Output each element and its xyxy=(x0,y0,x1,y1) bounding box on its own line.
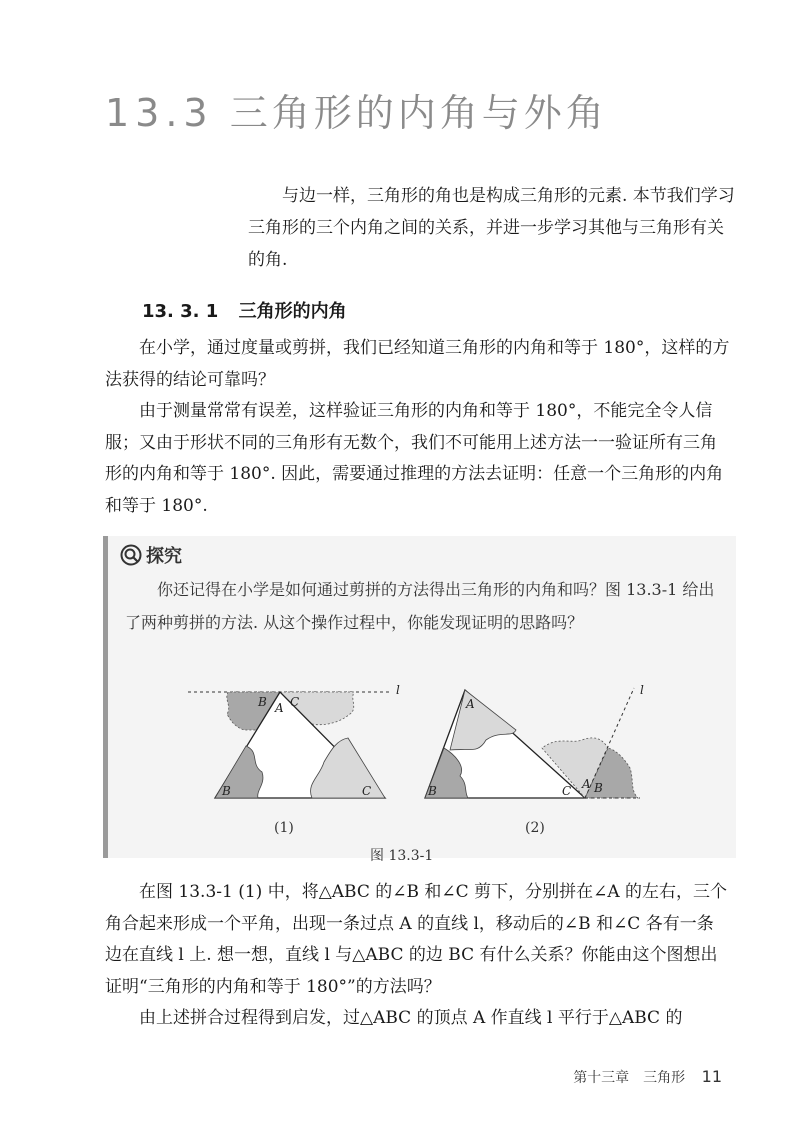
paragraph: 在小学，通过度量或剪拼，我们已经知道三角形的内角和等于 180°，这样的方法获得的结论可靠吗？ xyxy=(105,338,730,390)
intro-text: 与边一样，三角形的角也是构成三角形的元素. 本节我们学习三角形的三个内角之间的关系，并进一步学习其他与三角形有关的角. xyxy=(248,186,735,270)
explore-label: 探究 xyxy=(146,546,182,567)
figure-caption: 图 13.3-1 xyxy=(370,848,434,864)
paragraph: 由上述拼合过程得到启发，过△ABC 的顶点 A 作直线 l 平行于△ABC 的 xyxy=(139,1008,683,1028)
label-c-top: C xyxy=(290,695,300,709)
subfigure-label-1: (1) xyxy=(274,820,294,836)
label-c: C xyxy=(362,784,372,798)
magnifier-icon xyxy=(120,544,142,566)
subsection-heading xyxy=(142,297,347,323)
explore-text-block xyxy=(125,573,715,639)
page-number: 11 xyxy=(701,1067,722,1086)
page-footer xyxy=(573,1067,722,1087)
after-paragraphs xyxy=(105,877,730,1035)
label-l: l xyxy=(396,683,400,697)
label-b: B xyxy=(222,784,231,798)
section-number: 13.3 xyxy=(105,91,214,135)
section-title xyxy=(105,82,608,137)
label-b-top: B xyxy=(258,695,267,709)
intro-block xyxy=(248,180,738,276)
label-a-moved: A xyxy=(582,777,591,791)
paragraph: 在图 13.3-1 (1) 中，将△ABC 的∠B 和∠C 剪下，分别拼在∠A 的左右，三个角合起来形成一个平角，出现一条过点 A 的直线 l，移动后的∠B 和∠C 各有一条边在直线 l 上. 想一想，直线 l 与△ABC 的边 BC 有什么关系？你能由这个图想出证明“三角形的内角和等于 180°”的方法吗？ xyxy=(105,882,727,997)
paragraph: 由于测量常常有误差，这样验证三角形的内角和等于 180°，不能完全令人信服；又由于形状不同的三角形有无数个，我们不可能用上述方法一一验证所有三角形的内角和等于 180°. 因此，需要通过推理的方法去证明：任意一个三角形的内角和等于 180°. xyxy=(105,401,724,516)
chapter-label: 第十三章 三角形 xyxy=(573,1070,686,1086)
label-b-moved: B xyxy=(594,781,603,795)
figure-2 xyxy=(420,680,660,805)
label-c: C xyxy=(562,784,572,798)
body-paragraphs xyxy=(105,333,730,522)
label-a: A xyxy=(275,701,284,715)
subfigure-label-2: (2) xyxy=(525,820,545,836)
label-b: B xyxy=(428,784,437,798)
subsection-title: 三角形的内角 xyxy=(238,301,347,322)
figure-1 xyxy=(180,680,410,805)
section-title-text: 三角形的内角与外角 xyxy=(229,91,608,135)
label-a-top: A xyxy=(466,697,475,711)
explore-header xyxy=(120,542,182,568)
label-l: l xyxy=(640,683,644,697)
explore-text: 你还记得在小学是如何通过剪拼的方法得出三角形的内角和吗？图 13.3-1 给出了两种剪拼的方法. 从这个操作过程中，你能发现证明的思路吗？ xyxy=(125,580,715,632)
subsection-number: 13. 3. 1 xyxy=(142,301,219,322)
